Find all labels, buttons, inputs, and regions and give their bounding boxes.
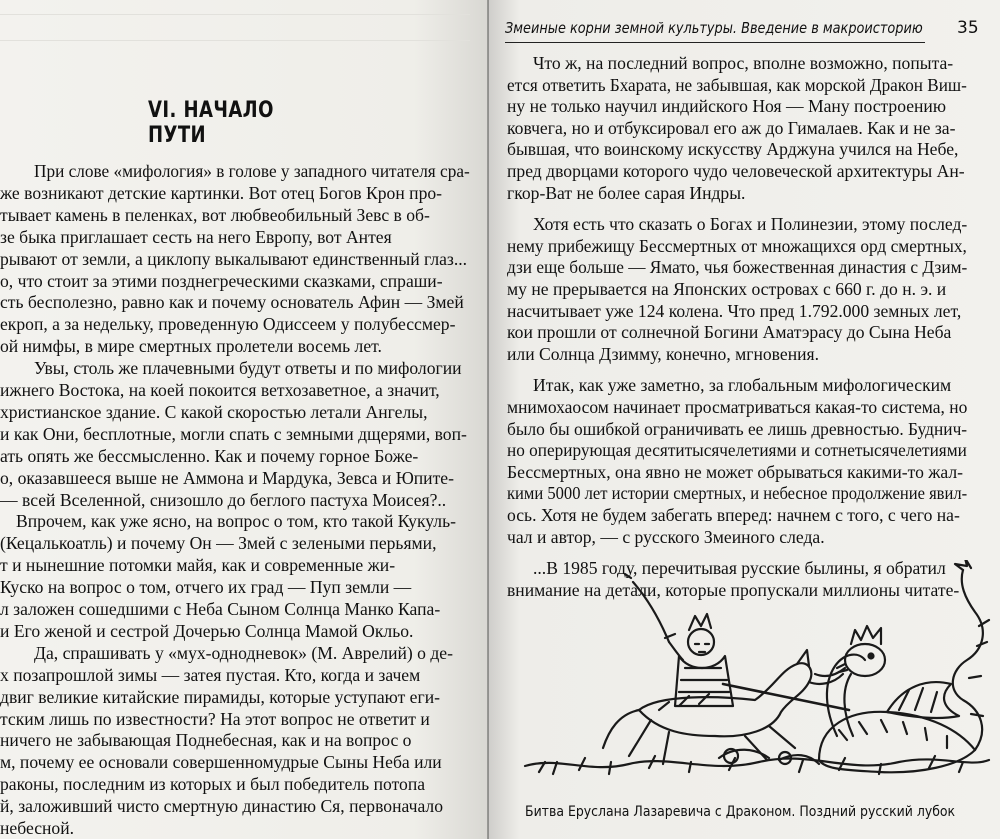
text-line: м, почему ее основали совершенномудрые Сыны Неба или	[0, 752, 442, 773]
text-line: Хотя есть что сказать о Богах и Полинезии, этому послед-	[533, 214, 968, 235]
text-line: кои прошли от солнечной Богини Аматэрасу до Сына Неба	[507, 322, 952, 343]
text-line: му не прерывается на Японских островах с 660 г. до н. э. и	[507, 279, 947, 299]
text-line: сть бесполезно, равно как и почему основатель Афин — Змей	[0, 292, 464, 313]
text-line: ется ответить Бхарата, не забывшая, как морской Дракон Виш-	[507, 74, 967, 95]
text-line: — всей Вселенной, снизошло до беглого пастуха Моисея?..	[0, 489, 447, 510]
text-line: ать опять же бессмысленно. Как и почему горное Боже-	[0, 445, 419, 466]
text-line: ...В 1985 году, перечитывая русские былины, я обратил	[533, 558, 946, 579]
text-line: пред дворцами которого чудо человеческой архитектуры Ан-	[507, 161, 965, 181]
text-line: ну не только научил индийского Ноя — Ману построению	[507, 96, 946, 117]
horse-body	[639, 663, 811, 736]
lubok-illustration	[519, 560, 991, 792]
text-line: Куско на вопрос о том, отчего их град — Пуп земли —	[0, 577, 412, 598]
text-line: й, заложивший чисто смертную династию Ся, первоначало	[0, 796, 443, 817]
text-line: о, оказавшееся выше не Аммона и Мардука, Зевса и Юпите-	[0, 467, 454, 488]
chapter-title: VI. НАЧАЛО ПУТИ	[148, 98, 274, 148]
text-line: л заложен сошедшими с Неба Сыном Солнца Манко Капа-	[0, 599, 441, 619]
running-header	[505, 14, 985, 42]
text-line: рывают от земли, а циклопу выкалывают единственный глаз...	[0, 248, 468, 269]
illustration-caption: Битва Еруслана Лазаревича с Драконом. Поздний русский лубок	[525, 804, 956, 820]
text-line: екроп, а за недельку, проведенную Одиссеем у полубессмер-	[0, 314, 456, 335]
raised-sword	[633, 582, 669, 642]
dragon-flame	[809, 668, 845, 684]
text-line: и как Они, бесплотные, могли спать с земными дщерями, воп-	[0, 423, 467, 444]
text-line: небесной.	[0, 818, 75, 838]
text-line: зе быка приглашает сесть на него Европу, вот Антея	[0, 226, 392, 247]
text-line: ось. Хотя не будем забегать вперед: начнем с того, с чего на-	[507, 505, 960, 525]
text-line: нему прибежищу Бессмертных от множащихся орд смертных,	[507, 235, 967, 256]
text-line: ковчега, но и отбуксировал его аж до Гималаев. Как и не за-	[507, 117, 956, 138]
text-line: о, что стоит за этими позднегреческими сказками, спраши-	[0, 270, 443, 291]
text-line: х позапрошлой зимы — затея пустая. Кто, когда и зачем	[0, 664, 421, 685]
text-line: т и нынешние потомки майя, как и современные жи-	[0, 555, 396, 576]
text-line: же возникают детские картинки. Вот отец Богов Крон про-	[0, 182, 443, 203]
text-line: ничего не забывающая Поднебесная, как и на вопрос о	[0, 730, 412, 751]
text-line: чал и автор, — с русского Змеиного следа.	[507, 526, 825, 547]
ground-hatching	[525, 759, 989, 768]
text-line: мнимохаосом начинает просматриваться какая-то система, но	[507, 397, 968, 417]
text-line: (Кецалькоатль) и почему Он — Змей с зелеными перьями,	[0, 533, 437, 554]
text-line: но оперирующая десятитысячелетиями и сотнетысячелетиями	[507, 440, 967, 461]
text-line: Впрочем, как уже ясно, на вопрос о том, кто такой Кукуль-	[16, 511, 456, 532]
text-line: ижнего Востока, на коей покоится ветхозаветное, а значит,	[0, 380, 440, 400]
text-line: Да, спрашивать у «мух-однодневок» (М. Аврелий) о де-	[34, 642, 453, 663]
text-line: раконы, последним из которых и был победитель потопа	[0, 774, 426, 795]
text-line: Что ж, на последний вопрос, вполне возможно, попыта-	[533, 53, 954, 73]
text-line: Увы, столь же плачевными будут ответы и по мифологии	[34, 358, 462, 379]
left-page	[0, 0, 487, 839]
text-line: тским лишь по известности? На этот вопрос не ответит и	[0, 708, 430, 729]
text-line: дзи еще больше — Ямато, чья божественная династия с Дзим-	[507, 257, 968, 278]
text-line: и Его женой и сестрой Дочерью Солнца Мамой Окльо.	[0, 620, 414, 641]
text-line: гкор-Ват не более сарая Индры.	[507, 182, 746, 203]
page-number: 35	[957, 18, 979, 38]
text-line: При слове «мифология» в голове у западного читателя сра-	[34, 161, 470, 181]
text-line: бывшая, что воинскому искусству Арджуна учился на Небе,	[507, 139, 959, 160]
text-line: было бы ошибкой ограничивать ее лишь древностью. Буднич-	[507, 418, 968, 439]
ghost-rule	[0, 40, 470, 41]
text-line: насчитывает уже 124 колена. Что пред 1.792.000 земных лет,	[507, 300, 962, 321]
dragon-tail	[953, 570, 983, 750]
ghost-rule	[0, 14, 470, 15]
header-rule	[505, 42, 925, 43]
text-line: тывает камень в пеленках, вот любвеобильный Зевс в об-	[0, 204, 430, 225]
running-title: Змеиные корни земной культуры. Введение в макроисторию	[505, 19, 923, 37]
text-line: ой нимфы, в мире смертных пролетели восемь лет.	[0, 336, 382, 357]
text-line: кими 5000 лет истории смертных, и небесное продолжение явил-	[507, 483, 968, 504]
text-line: Бессмертных, она явно не может обрываться какими-то жал-	[507, 461, 964, 482]
text-line: Итак, как уже заметно, за глобальным мифологическим	[533, 375, 952, 396]
text-line: двиг великие китайские пирамиды, которые уступают еги-	[0, 686, 440, 707]
text-line: христианское здание. С какой скоростью летали Ангелы,	[0, 401, 428, 422]
right-page	[489, 0, 1000, 839]
text-line: или Солнца Дзимму, конечно, мгновения.	[507, 343, 820, 364]
text-line: внимание на детали, которые пропускали миллионы читате-	[507, 579, 960, 600]
